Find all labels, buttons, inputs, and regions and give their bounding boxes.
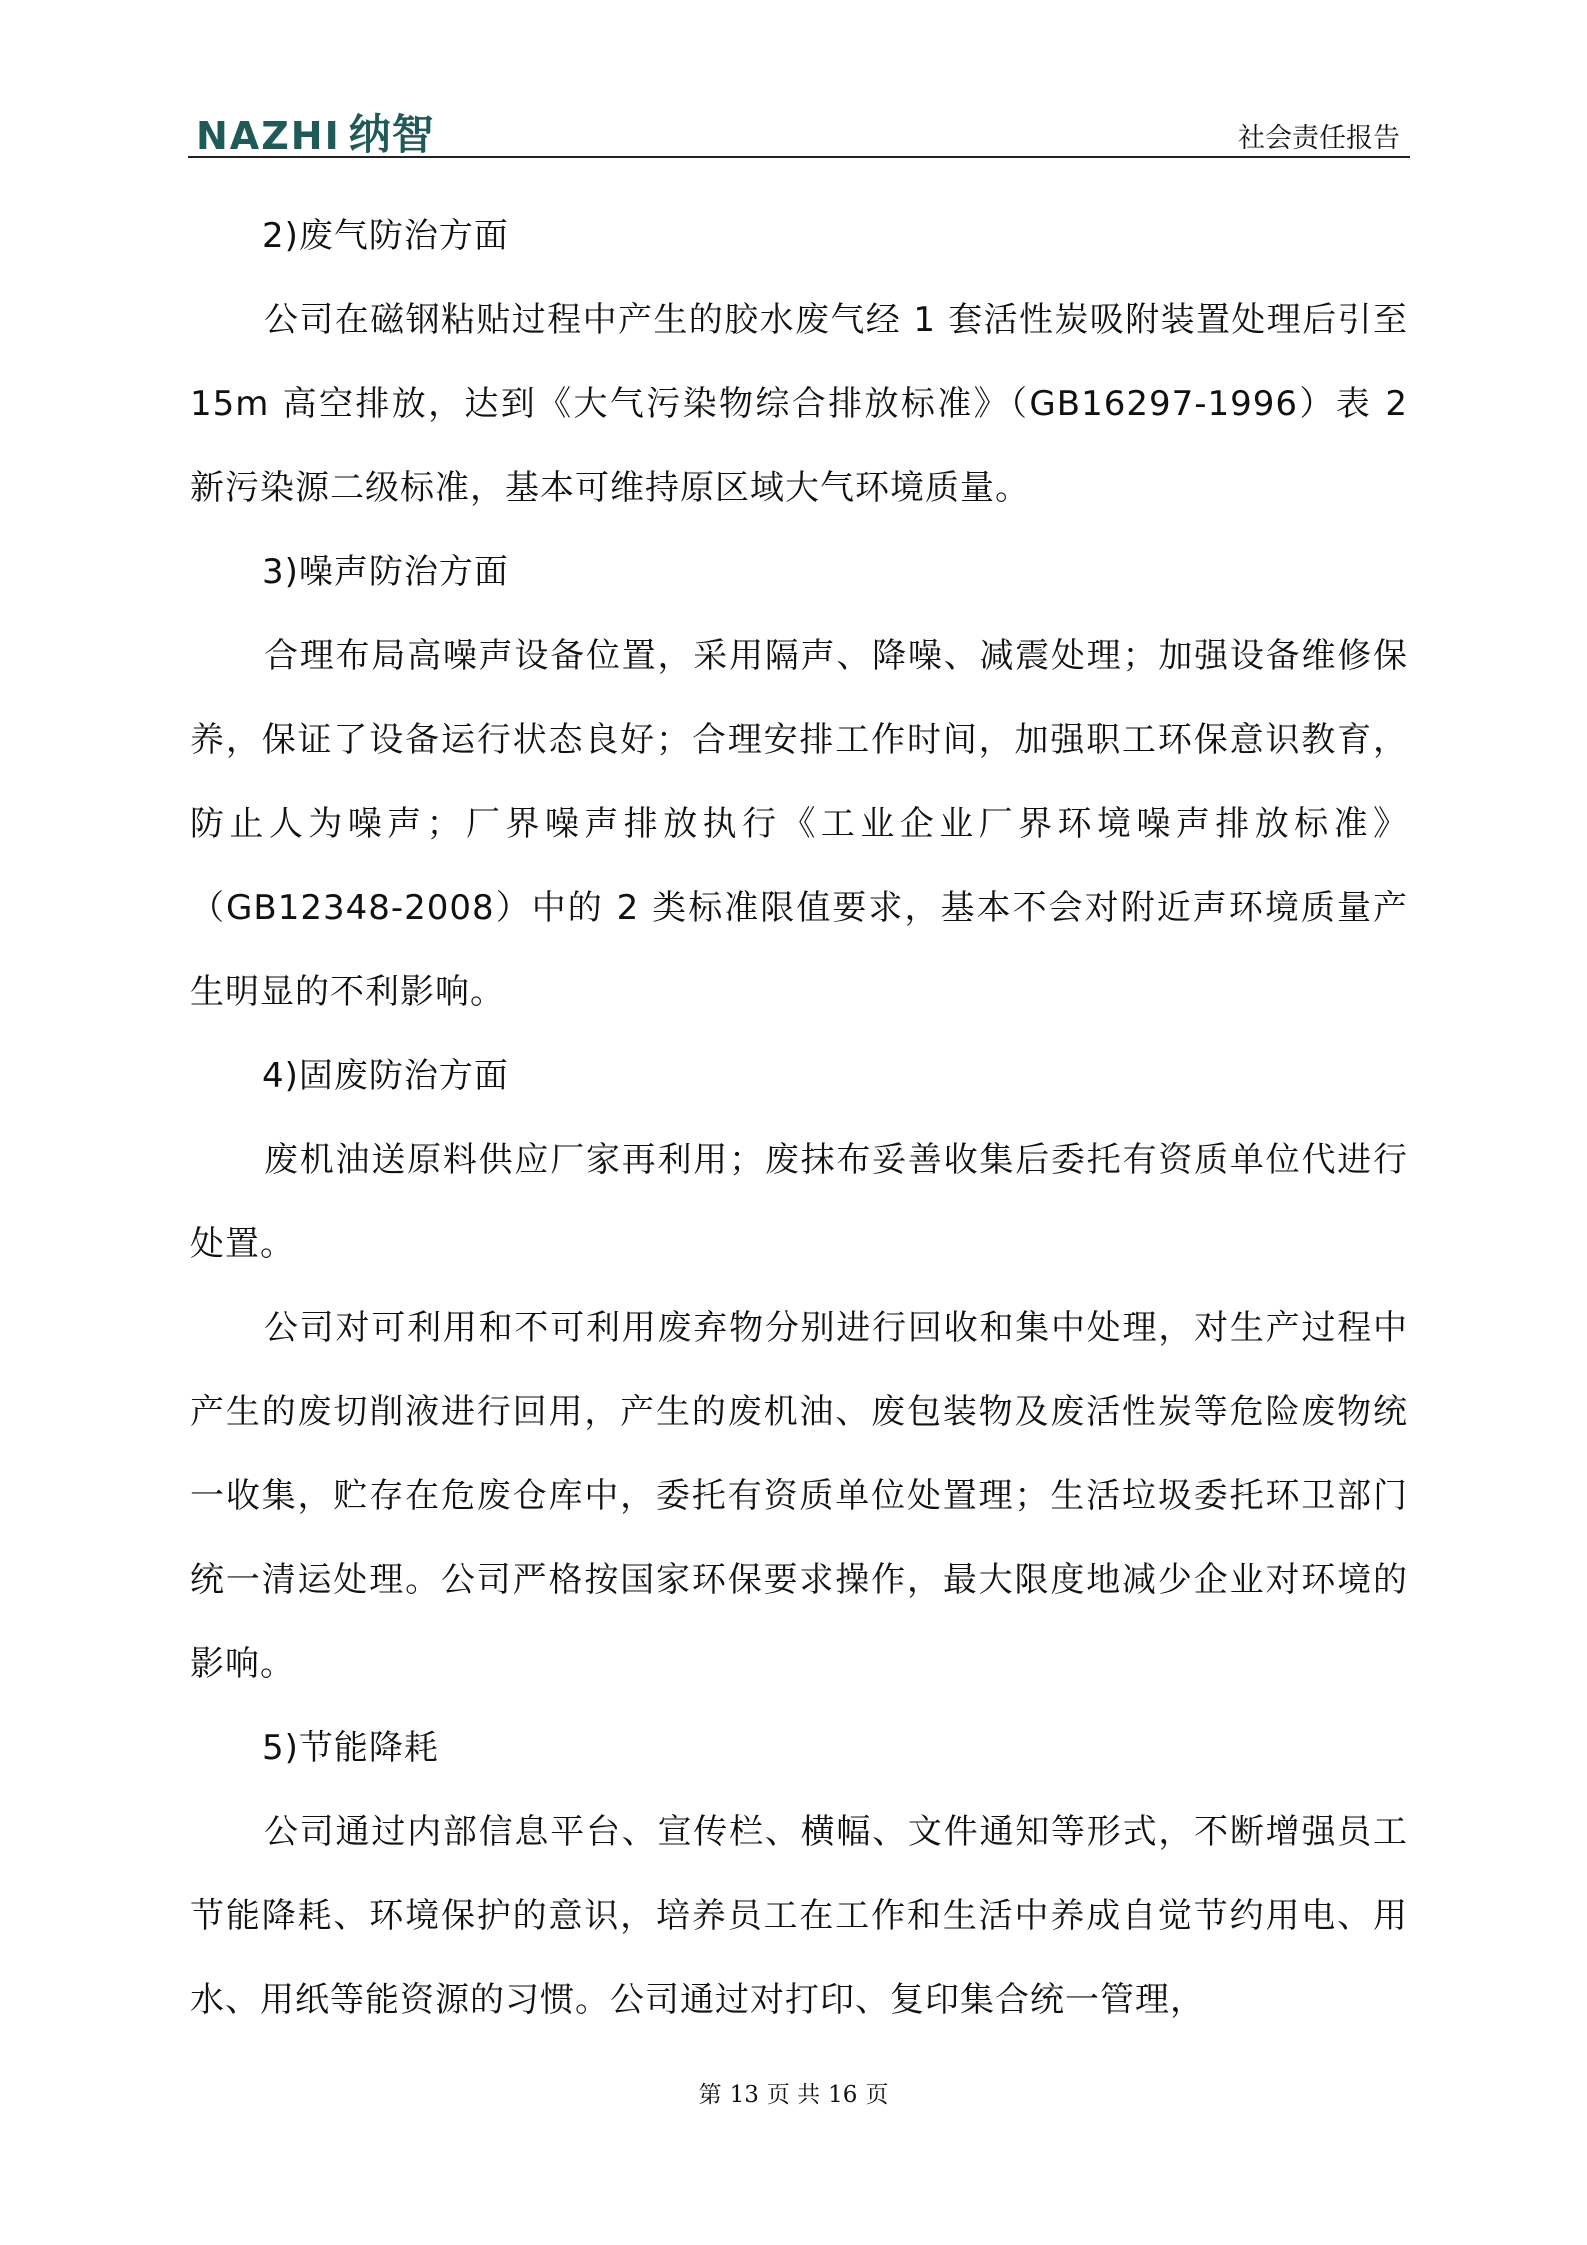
section-heading-exhaust-gas: 2)废气防治方面 xyxy=(262,216,509,256)
section-heading-noise: 3)噪声防治方面 xyxy=(262,552,509,592)
paragraph-solid-waste-disposal: 废机油送原料供应厂家再利用；废抹布妥善收集后委托有资质单位代进行处置。 xyxy=(190,1140,1408,1264)
page-header xyxy=(188,100,1410,158)
footer-prefix: 第 xyxy=(698,2082,722,2108)
footer-suffix: 页 xyxy=(865,2082,889,2108)
page-body xyxy=(190,194,1408,2042)
paragraph-noise: 合理布局高噪声设备位置，采用隔声、降噪、减震处理；加强设备维修保养，保证了设备运行状态良好；合理安排工作时间，加强职工环保意识教育，防止人为噪声；厂界噪声排放执行《工业企业厂界环境噪声排放标准》（GB12348-2008）中的 2 类标准限值要求，基本不会对附近声环境质量产生明显的不利影响。 xyxy=(190,636,1408,1012)
section-heading-energy-saving: 5)节能降耗 xyxy=(262,1728,439,1768)
page-footer xyxy=(0,2076,1587,2109)
logo-chinese-text: 纳智 xyxy=(348,110,435,159)
paragraph-energy-saving: 公司通过内部信息平台、宣传栏、横幅、文件通知等形式，不断增强员工节能降耗、环境保护的意识，培养员工在工作和生活中养成自觉节约用电、用水、用纸等能资源的习惯。公司通过对打印、复印集合统一管理， xyxy=(190,1812,1408,2020)
paragraph-waste-recycling: 公司对可利用和不可利用废弃物分别进行回收和集中处理，对生产过程中产生的废切削液进行回用，产生的废机油、废包装物及废活性炭等危险废物统一收集，贮存在危废仓库中，委托有资质单位处置理；生活垃圾委托环卫部门统一清运处理。公司严格按国家环保要求操作，最大限度地减少企业对环境的影响。 xyxy=(190,1308,1408,1684)
section-heading-solid-waste: 4)固废防治方面 xyxy=(262,1056,509,1096)
report-title: 社会责任报告 xyxy=(1238,123,1400,154)
company-logo xyxy=(196,102,435,162)
footer-middle: 页 共 xyxy=(766,2082,821,2108)
current-page-number: 13 xyxy=(729,2082,759,2108)
logo-latin-text: NAZHI xyxy=(196,114,341,158)
paragraph-exhaust-gas: 公司在磁钢粘贴过程中产生的胶水废气经 1 套活性炭吸附装置处理后引至 15m 高空排放，达到《大气污染物综合排放标准》（GB16297-1996）表 2 新污染源二级标准，基本可维持原区域大气环境质量。 xyxy=(190,300,1408,508)
total-page-number: 16 xyxy=(828,2082,858,2108)
